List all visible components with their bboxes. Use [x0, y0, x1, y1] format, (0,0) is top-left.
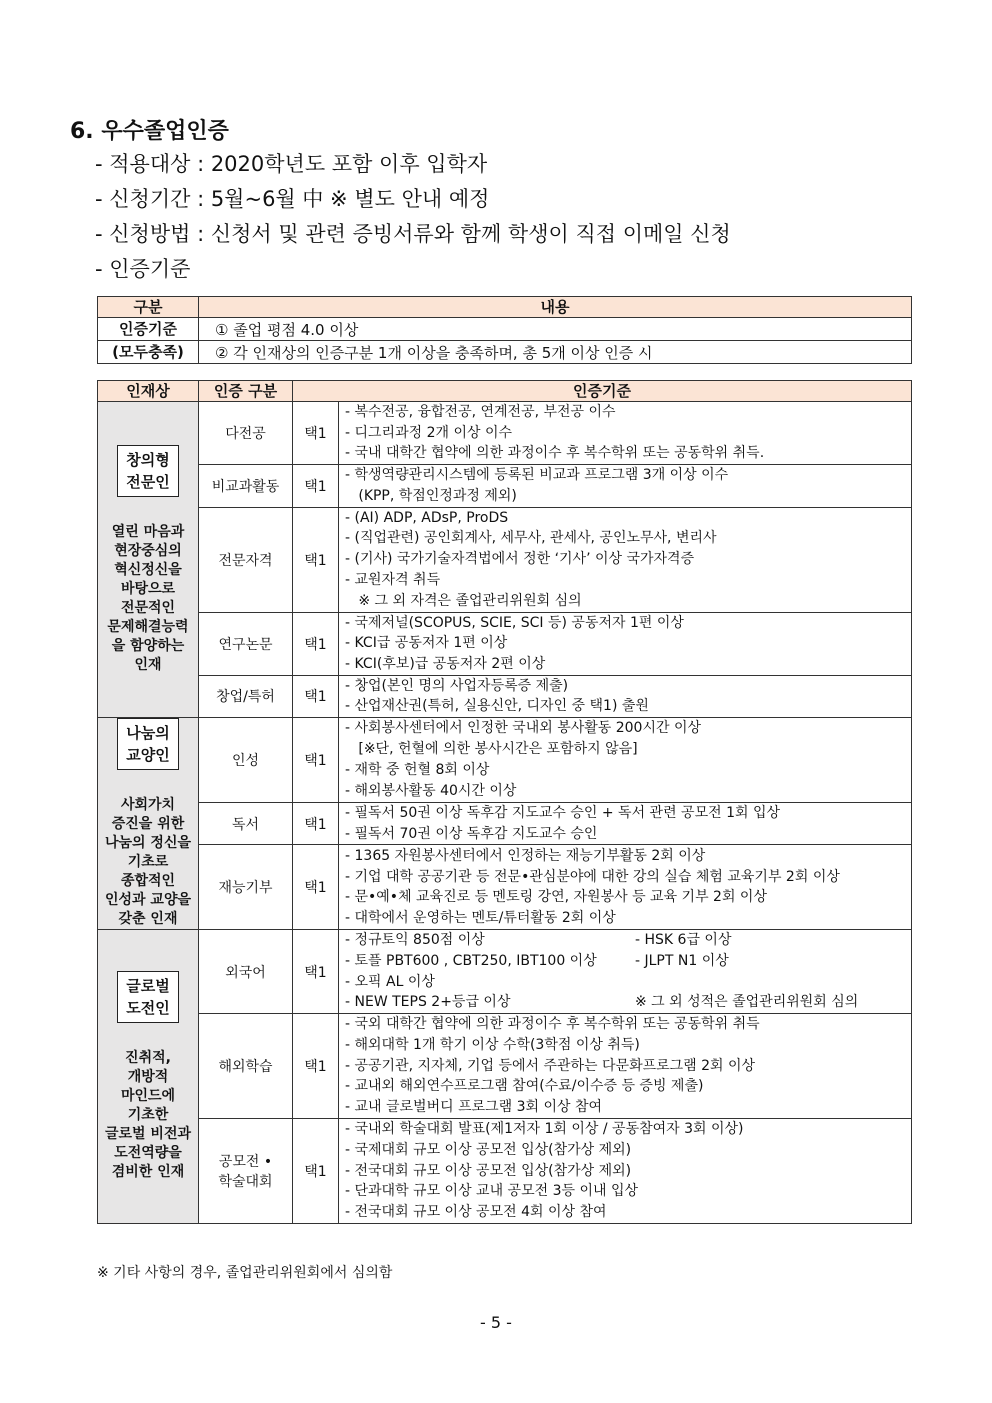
criteria-line: - 창업(본인 명의 사업자등록증 제출) [345, 677, 569, 694]
criteria-header-criteria: 인증기준 [293, 381, 912, 402]
criteria-detail [339, 507, 912, 612]
talent-description-line: 기초로 [127, 854, 169, 871]
criteria-row [98, 402, 912, 465]
talent-description-line: 진취적, [125, 1050, 171, 1067]
talent-description-line: 인성과 교양을 [104, 892, 192, 909]
criteria-line: - 전국대회 규모 이상 공모전 4회 이상 참여 [345, 1204, 607, 1221]
certification-type-line: 연구논문 [218, 636, 273, 653]
selection-rule: 택1 [293, 802, 339, 845]
talent-description-line: 기초한 [127, 1107, 169, 1124]
selection-rule: 택1 [293, 402, 339, 465]
talent-name-line: 나눔의 [126, 724, 170, 743]
selection-rule: 택1 [293, 675, 339, 717]
certification-type-line: 다전공 [225, 426, 266, 443]
criteria-line: - 국내 대학간 협약에 의한 과정이수 후 복수학위 또는 공동학위 취득. [345, 445, 765, 462]
criteria-line: - 복수전공, 융합전공, 연계전공, 부전공 이수 [345, 404, 616, 420]
summary-table [97, 296, 912, 364]
talent-name-line: 창의형 [126, 450, 170, 469]
talent-name-line: 도전인 [126, 999, 170, 1018]
certification-type [199, 507, 293, 612]
talent-description-line: 마인드에 [120, 1088, 176, 1105]
talent-name-line: 교양인 [126, 746, 170, 765]
criteria-header-talent: 인재상 [98, 381, 199, 402]
criteria-line: - (직업관련) 공인회계사, 세무사, 관세사, 공인노무사, 변리사 [345, 530, 717, 547]
criteria-line: - 국제저널(SCOPUS, SCIE, SCI 등) 공동저자 1편 이상 [345, 614, 684, 631]
summary-label-2: (모두충족) [98, 341, 199, 364]
criteria-header-type: 인증 구분 [199, 381, 293, 402]
criteria-detail [339, 1119, 912, 1224]
talent-category [98, 718, 199, 930]
selection-rule: 택1 [293, 612, 339, 675]
certification-type [199, 1119, 293, 1224]
criteria-line: - 국내외 학술대회 발표(제1저자 1회 이상 / 공동참여자 3회 이상) [345, 1121, 744, 1138]
selection-rule: 택1 [293, 718, 339, 803]
criteria-line: - 기업 대학 공공기관 등 전문•관심분야에 대한 강의 실습 체험 교육기부 2회 이상 [345, 868, 840, 885]
talent-description-line: 바탕으로 [120, 580, 176, 597]
criteria-line: - 문•예•체 교육진로 등 멘토링 강연, 자원봉사 등 교육 기부 2회 이상 [345, 889, 767, 906]
certification-type-line: 독서 [231, 816, 260, 833]
talent-category [98, 402, 199, 718]
talent-description-line: 을 함양하는 [111, 637, 185, 654]
talent-name-line: 전문인 [126, 472, 170, 491]
criteria-line: - 사회봉사센터에서 인정한 국내외 봉사활동 200시간 이상 [345, 720, 702, 737]
criteria-detail [339, 1014, 912, 1119]
criteria-line-part: - NEW TEPS 2+등급 이상 [345, 994, 511, 1011]
certification-type-line: 외국어 [225, 964, 266, 981]
criteria-line: - 1365 자원봉사센터에서 인정하는 재능기부활동 2회 이상 [345, 847, 706, 864]
criteria-line: [※단, 헌혈에 의한 봉사시간은 포함하지 않음] [345, 741, 638, 758]
criteria-line: - 국제대회 규모 이상 공모전 입상(참가상 제외) [345, 1141, 632, 1158]
summary-item-1: ① 졸업 평점 4.0 이상 [199, 318, 912, 341]
talent-category [98, 930, 199, 1224]
criteria-row [98, 1014, 912, 1119]
criteria-detail [339, 930, 912, 1014]
section-title: 6. 우수졸업인증 [70, 119, 229, 144]
criteria-line: - 전국대회 규모 이상 공모전 입상(참가상 제외) [345, 1162, 632, 1179]
criteria-line: - 교내외 해외연수프로그램 참여(수료/이수증 등 증빙 제출) [345, 1078, 704, 1095]
talent-description-line: 갖춘 인재 [118, 911, 178, 928]
summary-header-category: 구분 [98, 297, 199, 318]
criteria-row [98, 718, 912, 803]
certification-type-line: 공모전 • [218, 1154, 273, 1171]
bullet-method: - 신청방법 : 신청서 및 관련 증빙서류와 함께 학생이 직접 이메일 신청 [95, 222, 731, 246]
certification-type [199, 802, 293, 845]
talent-description-line: 종합적인 [120, 873, 176, 890]
criteria-line: - 산업재산권(특허, 실용신안, 디자인 중 택1) 출원 [345, 698, 649, 715]
talent-description-line: 나눔의 정신을 [104, 835, 192, 852]
summary-label-1: 인증기준 [98, 318, 199, 341]
criteria-line [345, 992, 911, 1013]
criteria-row [98, 845, 912, 930]
criteria-row [98, 465, 912, 507]
criteria-row [98, 1119, 912, 1224]
criteria-line [345, 951, 911, 972]
criteria-detail [339, 675, 912, 717]
certification-type [199, 845, 293, 930]
criteria-line: - 디그리과정 2개 이상 이수 [345, 424, 512, 441]
bullet-criteria: - 인증기준 [95, 257, 191, 281]
talent-description [98, 1049, 198, 1182]
criteria-line: - 필독서 50권 이상 독후감 지도교수 승인 + 독서 관련 공모전 1회 입상 [345, 804, 781, 821]
criteria-line: - (AI) ADP, ADsP, ProDS [345, 509, 509, 526]
talent-description-line: 겸비한 인재 [111, 1164, 185, 1181]
criteria-line [345, 972, 911, 993]
criteria-line: - KCI급 공동저자 1편 이상 [345, 635, 508, 652]
selection-rule: 택1 [293, 1119, 339, 1224]
criteria-line: - 공공기관, 지자체, 기업 등에서 주관하는 다문화프로그램 2회 이상 [345, 1057, 756, 1074]
certification-type [199, 612, 293, 675]
criteria-line: - 대학에서 운영하는 멘토/튜터활동 2회 이상 [345, 909, 616, 926]
criteria-row [98, 930, 912, 1014]
talent-description-line: 문제해결능력 [107, 618, 189, 635]
criteria-detail [339, 465, 912, 507]
criteria-line: - 교내 글로벌버디 프로그램 3회 이상 참여 [345, 1099, 603, 1116]
talent-name [117, 971, 178, 1023]
talent-description-line: 현장중심의 [114, 542, 182, 559]
criteria-line: ※ 그 외 자격은 졸업관리위원회 심의 [345, 592, 582, 609]
talent-description [98, 523, 198, 675]
criteria-line: - 단과대학 규모 이상 교내 공모전 3등 이내 입상 [345, 1183, 638, 1200]
criteria-detail [339, 402, 912, 465]
certification-type-line: 재능기부 [218, 880, 273, 897]
criteria-line-part: - JLPT N1 이상 [635, 952, 729, 969]
page-number: - 5 - [480, 1313, 512, 1332]
talent-name [117, 445, 178, 497]
certification-type [199, 930, 293, 1014]
criteria-line: - 해외봉사활동 40시간 이상 [345, 782, 517, 799]
criteria-line [345, 930, 911, 951]
criteria-line-part: - 토플 PBT600 , CBT250, IBT100 이상 [345, 952, 597, 969]
talent-description-line: 도전역량을 [114, 1145, 182, 1162]
certification-type-line: 학술대회 [218, 1174, 273, 1191]
criteria-detail [339, 718, 912, 803]
certification-type [199, 718, 293, 803]
criteria-line: - (기사) 국가기술자격법에서 정한 ‘기사’ 이상 국가자격증 [345, 551, 695, 568]
criteria-line: (KPP, 학점인정과정 제외) [345, 487, 517, 504]
certification-type-line: 인성 [231, 752, 260, 769]
criteria-table [97, 380, 912, 1224]
talent-description-line: 개방적 [127, 1069, 169, 1086]
selection-rule: 택1 [293, 1014, 339, 1119]
talent-description-line: 인재 [134, 656, 162, 673]
criteria-row [98, 675, 912, 717]
criteria-line: - 재학 중 헌혈 8회 이상 [345, 761, 490, 778]
talent-description [98, 796, 198, 929]
certification-type [199, 675, 293, 717]
certification-type-line: 창업/특허 [216, 689, 275, 706]
talent-description-line: 증진을 위한 [111, 816, 185, 833]
criteria-line: - 국외 대학간 협약에 의한 과정이수 후 복수학위 또는 공동학위 취득 [345, 1016, 760, 1033]
talent-description-line: 전문적인 [120, 599, 176, 616]
selection-rule: 택1 [293, 845, 339, 930]
summary-item-2: ② 각 인재상의 인증구분 1개 이상을 충족하며, 총 5개 이상 인증 시 [199, 341, 912, 364]
certification-type-line: 해외학습 [218, 1059, 273, 1076]
bullet-target: - 적용대상 : 2020학년도 포함 이후 입학자 [95, 152, 488, 176]
footnote: ※ 기타 사항의 경우, 졸업관리위원회에서 심의함 [97, 1265, 393, 1281]
summary-header-content: 내용 [199, 297, 912, 318]
criteria-detail [339, 612, 912, 675]
criteria-line: - 학생역량관리시스템에 등록된 비교과 프로그램 3개 이상 이수 [345, 467, 729, 484]
talent-description-line: 혁신정신을 [114, 561, 182, 578]
criteria-row [98, 612, 912, 675]
talent-name [117, 718, 178, 770]
certification-type-line: 전문자격 [218, 552, 273, 569]
criteria-line-part: - HSK 6급 이상 [635, 932, 732, 949]
certification-type [199, 465, 293, 507]
criteria-line-part: - 정규토익 850점 이상 [345, 932, 485, 949]
selection-rule: 택1 [293, 465, 339, 507]
certification-type-line: 비교과활동 [211, 478, 280, 495]
selection-rule: 택1 [293, 507, 339, 612]
certification-type [199, 402, 293, 465]
criteria-line: - KCI(후보)급 공동저자 2편 이상 [345, 655, 546, 672]
selection-rule: 택1 [293, 930, 339, 1014]
talent-description-line: 사회가치 [120, 797, 176, 814]
criteria-row [98, 507, 912, 612]
criteria-line: - 교원자격 취득 [345, 571, 441, 588]
criteria-line-part: - 오픽 AL 이상 [345, 973, 435, 990]
criteria-line: - 필독서 70권 이상 독후감 지도교수 승인 [345, 825, 598, 842]
criteria-row [98, 802, 912, 845]
talent-description-line: 글로벌 비전과 [104, 1126, 192, 1143]
criteria-line-part: ※ 그 외 성적은 졸업관리위원회 심의 [635, 994, 859, 1011]
talent-description-line: 열린 마음과 [111, 523, 185, 540]
talent-name-line: 글로벌 [126, 977, 170, 996]
certification-type [199, 1014, 293, 1119]
criteria-detail [339, 802, 912, 845]
criteria-line: - 해외대학 1개 학기 이상 수학(3학점 이상 취득) [345, 1036, 640, 1053]
criteria-detail [339, 845, 912, 930]
bullet-period: - 신청기간 : 5월~6월 中 ※ 별도 안내 예정 [95, 187, 490, 211]
